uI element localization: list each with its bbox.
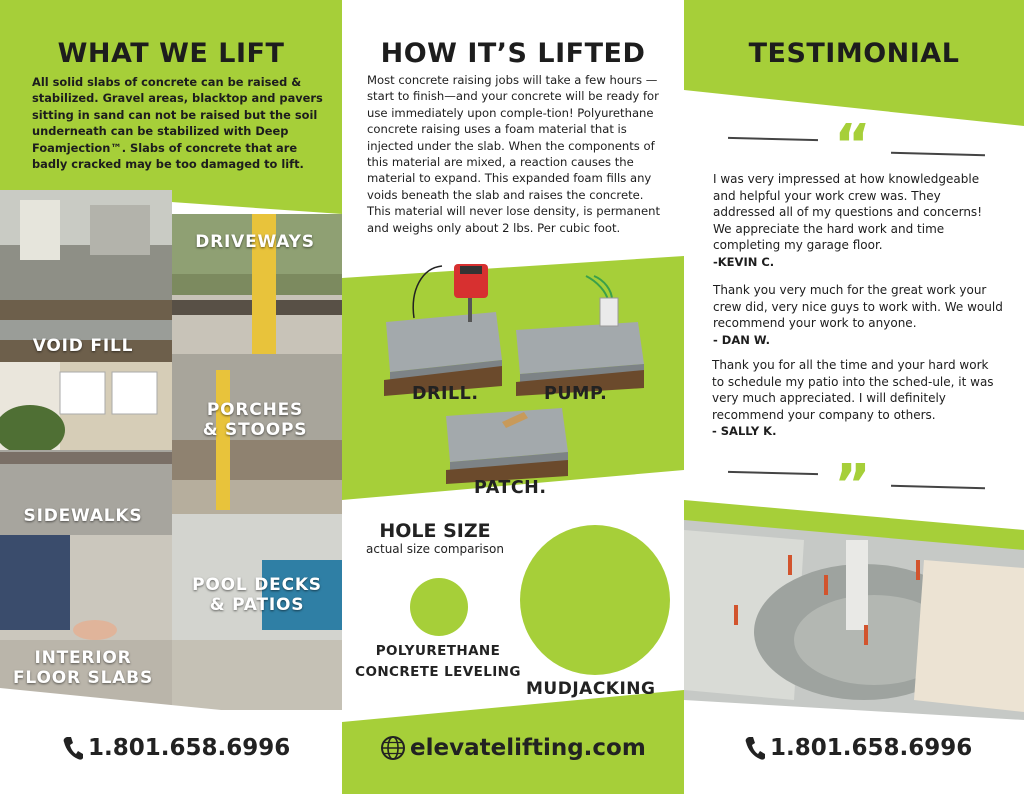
testimonial-text: Thank you very much for the great work your crew did, very nice guys to work with. We would recommend your work to anyone. [713, 283, 1003, 330]
step-drill-label: DRILL. [412, 384, 479, 404]
void-fill-label: VOID FILL [32, 336, 134, 356]
photo-collage [0, 190, 342, 710]
testimonial-item [713, 282, 1003, 348]
step-patch-label: PATCH. [474, 478, 547, 498]
interior-label-line1: INTERIOR [34, 648, 132, 668]
hole-size-subtitle: actual size comparison [366, 542, 504, 556]
how-its-lifted-panel [342, 0, 684, 794]
porches-label [180, 400, 330, 440]
testimonial-item [713, 171, 1003, 270]
porches-label-line1: PORCHES [206, 400, 304, 420]
porches-label-line2: & STOOPS [202, 420, 308, 440]
testimonial-item [712, 357, 1002, 440]
testimonial-text: I was very impressed at how knowledgeable and helpful your work crew was. They addressed all of my questions and concerns! We appreciate the hard work and time completing my garage floor. [713, 172, 982, 252]
what-we-lift-panel [0, 0, 342, 794]
hole-size-heading [360, 520, 510, 556]
polyurethane-label [346, 641, 530, 683]
phone-number[interactable] [62, 735, 290, 761]
hole-size-title: HOLE SIZE [379, 520, 491, 542]
quote-icon: “ [834, 113, 871, 178]
mudjacking-label: MUDJACKING [526, 679, 656, 699]
website-link[interactable] [380, 735, 646, 761]
phone-icon [744, 735, 766, 761]
step-pump-label: PUMP. [544, 384, 608, 404]
phone-number-text: 1.801.658.6996 [770, 735, 973, 761]
driveways-label: DRIVEWAYS [195, 232, 315, 252]
pool-decks-label [182, 575, 332, 615]
patch-illustration [446, 408, 568, 484]
polyurethane-hole-circle [410, 578, 468, 636]
injection-photo [684, 520, 1024, 720]
phone-number[interactable] [744, 735, 972, 761]
interior-slabs-label [0, 648, 166, 688]
pool-label-line1: POOL DECKS [192, 575, 322, 595]
testimonial-text: Thank you for all the time and your hard work to schedule my patio into the sched-ule, it was very much appreciated. I will definitely recommend your company to others. [712, 358, 994, 422]
page-title: WHAT WE LIFT [57, 38, 285, 69]
section-title: TESTIMONIAL [748, 38, 960, 69]
website-text: elevatelifting.com [410, 735, 646, 761]
phone-number-text: 1.801.658.6996 [88, 735, 291, 761]
phone-icon [62, 735, 84, 761]
quote-icon: ” [834, 453, 871, 518]
testimonial-panel [684, 0, 1024, 794]
pool-label-line2: & PATIOS [209, 595, 305, 615]
how-description: Most concrete raising jobs will take a few hours —start to finish—and your concrete will be ready for use immediately upon comple-tion! Polyurethane concrete raising uses a foam material that is injected under the slab. When the components of this material are mixed, a reaction causes the material to expand. This expanded foam fills any voids beneath the slab and raises the concrete. This material will never lose density, is permanent and weighs only about 2 lbs. Per cubic foot. [367, 73, 661, 235]
mudjacking-hole-circle [520, 525, 670, 675]
sidewalks-label: SIDEWALKS [23, 506, 143, 526]
testimonial-author: - DAN W. [713, 332, 770, 347]
polyurethane-label-line2: CONCRETE LEVELING [355, 664, 521, 680]
lift-description: All solid slabs of concrete can be raised & stabilized. Gravel areas, blacktop and pavers sitting in sand can not be raised but the soil underneath can be stabilized with Deep Foamjection™. Slabs of concrete that are badly cracked may be too damaged to lift. [32, 75, 323, 172]
section-title: HOW IT’S LIFTED [380, 38, 646, 69]
polyurethane-label-line1: POLYURETHANE [375, 643, 501, 659]
testimonial-author: -KEVIN C. [713, 254, 775, 269]
globe-icon [380, 735, 406, 761]
testimonial-author: - SALLY K. [712, 424, 777, 438]
interior-label-line2: FLOOR SLABS [13, 668, 153, 688]
